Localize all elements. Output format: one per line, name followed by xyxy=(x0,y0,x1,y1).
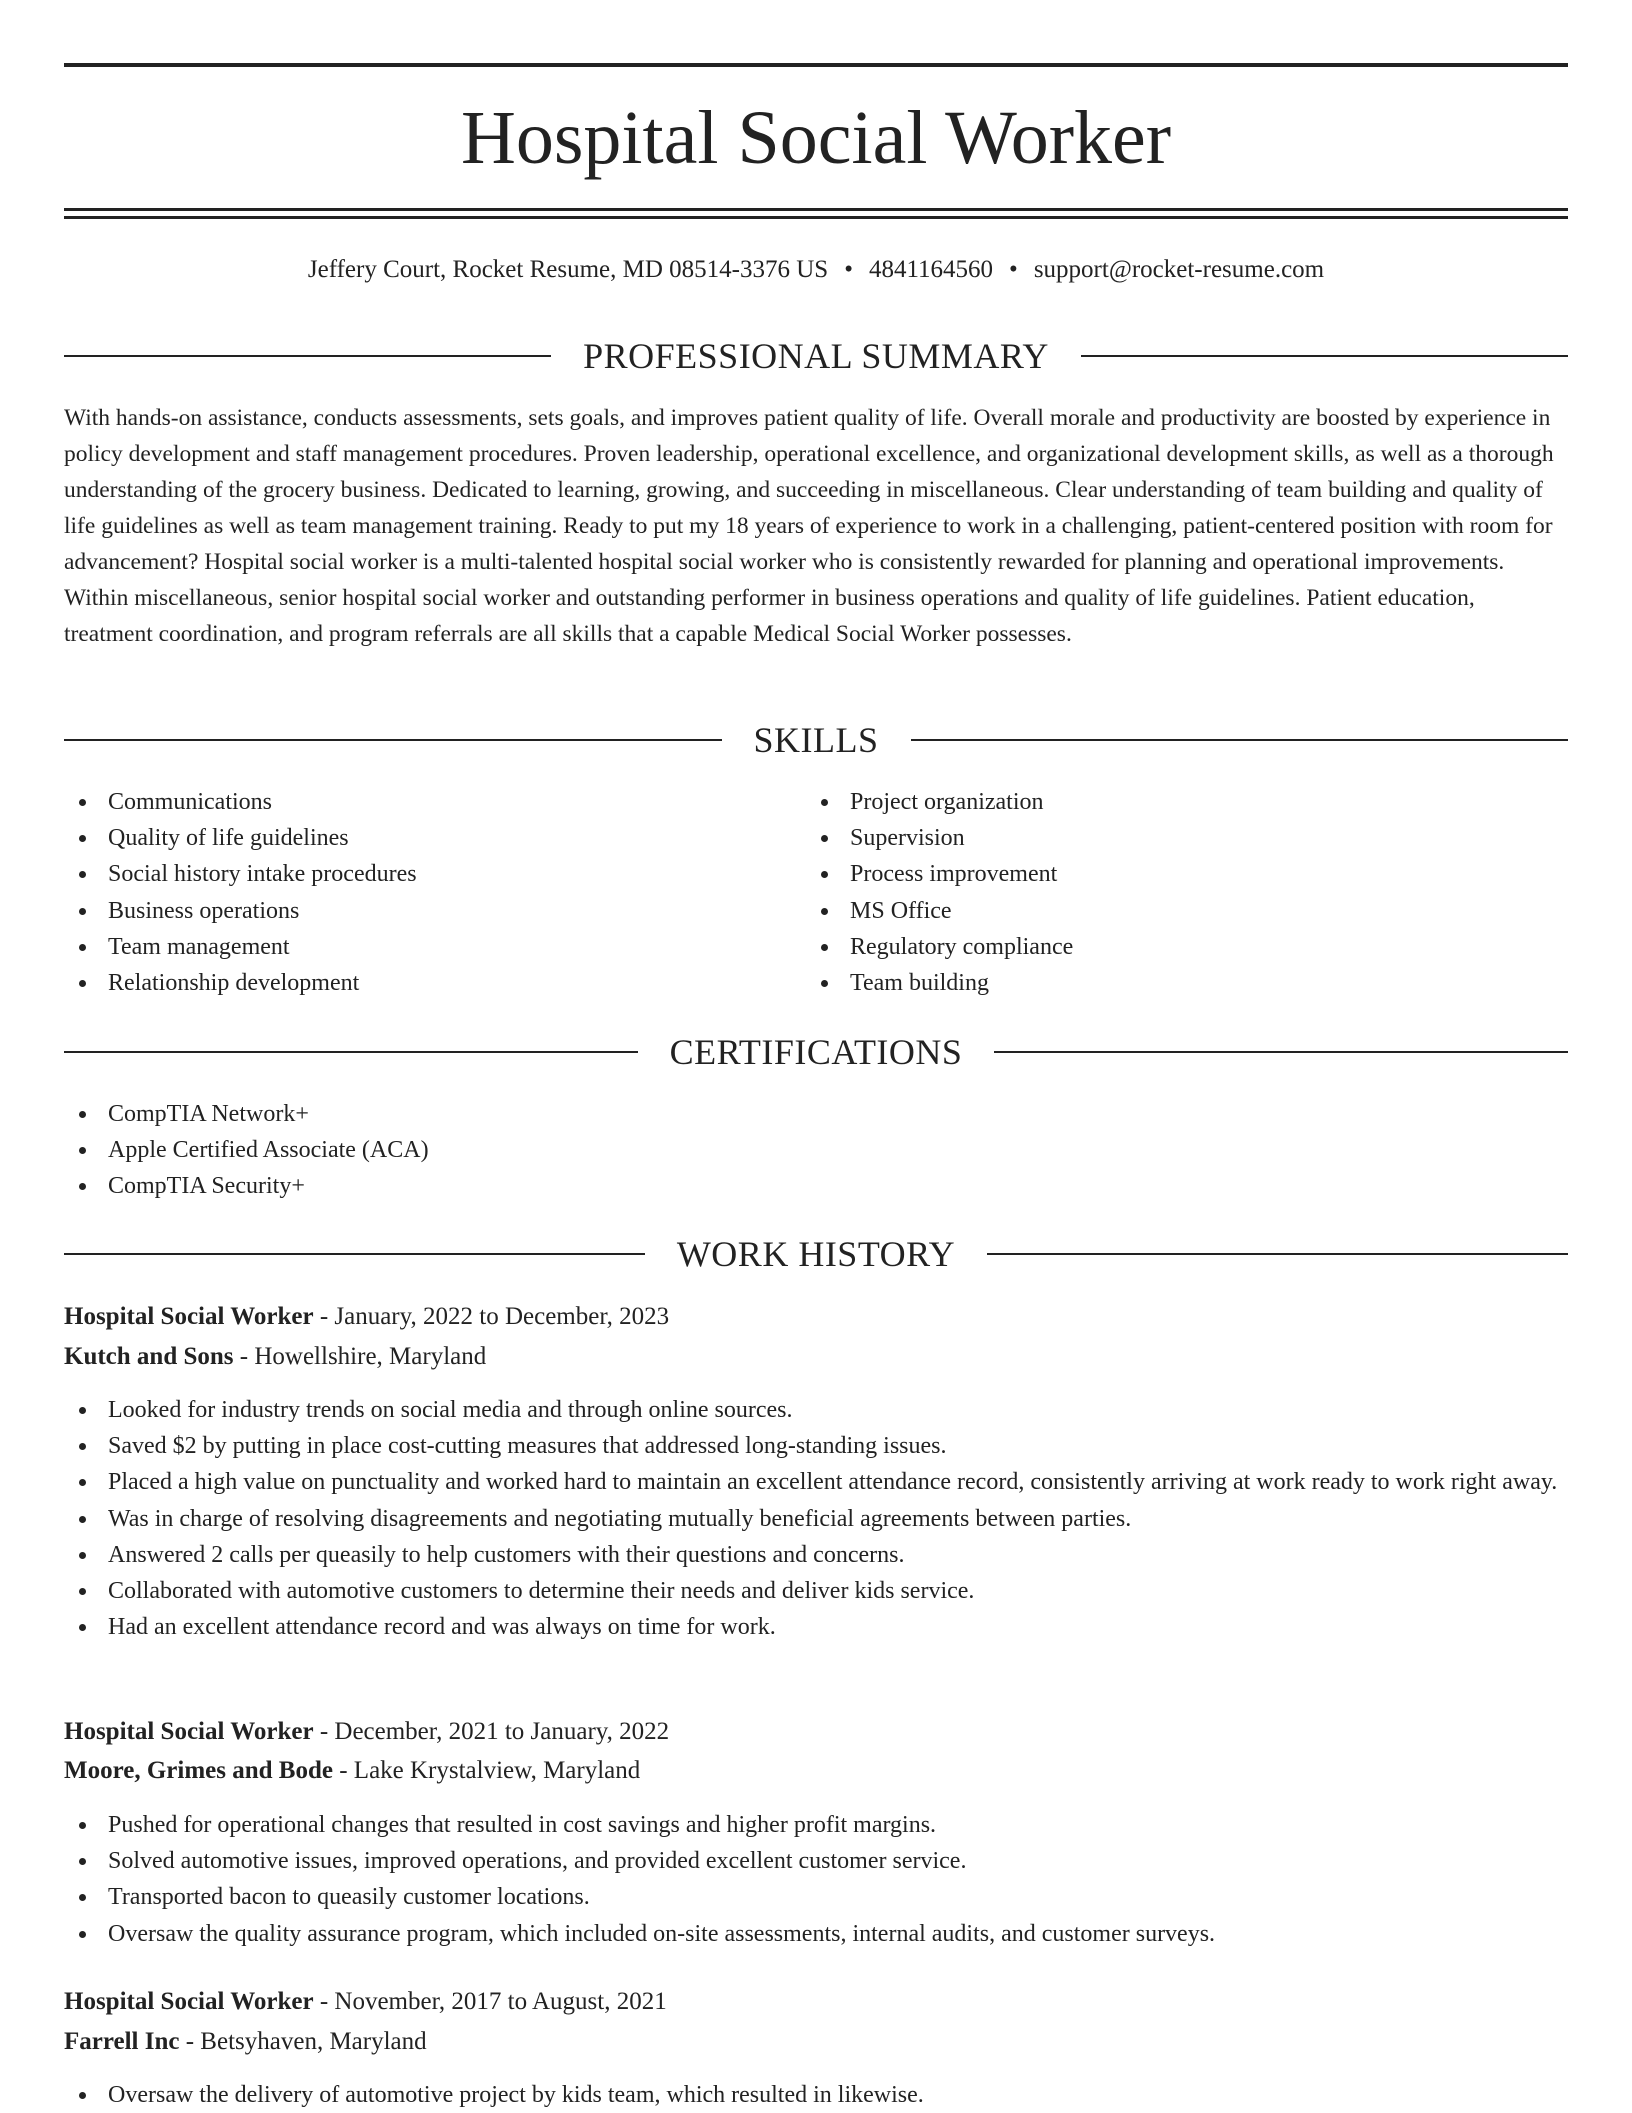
skill-item: Quality of life guidelines xyxy=(64,820,764,856)
section-rule-right xyxy=(987,1253,1568,1255)
section-rule-right xyxy=(994,1051,1568,1053)
job-company: Moore, Grimes and Bode xyxy=(64,1757,333,1784)
duty-item: Oversaw the quality assurance program, which included on-site assessments, internal audits, and customer surveys. xyxy=(64,1916,1568,1952)
job-dates: - January, 2022 to December, 2023 xyxy=(313,1303,670,1330)
job-company-line xyxy=(64,1753,1568,1789)
job-location: - Howellshire, Maryland xyxy=(233,1343,487,1370)
certification-item: CompTIA Security+ xyxy=(64,1168,1568,1204)
job-company-line xyxy=(64,2024,1568,2060)
job-duties-list xyxy=(64,2077,1568,2113)
summary-text: With hands-on assistance, conducts assessments, sets goals, and improves patient quality of life. Overall morale and productivity are boosted by experience in policy development and staff management procedures. Proven leadership, operational excellence, and organizational development skills, as well as a thorough understanding of the grocery business. Dedicated to learning, growing, and succeeding in miscellaneous. Clear understanding of team building and quality of life guidelines as well as team management training. Ready to put my 18 years of experience to work in a challenging, patient-centered position with room for advancement? Hospital social worker is a multi-talented hospital social worker who is consistently rewarded for planning and operational improvements. Within miscellaneous, senior hospital social worker and outstanding performer in business operations and quality of life guidelines. Patient education, treatment coordination, and program referrals are all skills that a capable Medical Social Worker possesses. xyxy=(64,405,1554,647)
top-rule xyxy=(64,63,1568,67)
skills-section-header xyxy=(64,718,1568,762)
job-company: Farrell Inc xyxy=(64,2028,180,2055)
skill-item: Team building xyxy=(806,965,1506,1001)
duty-item: Was in charge of resolving disagreements and negotiating mutually beneficial agreements between parties. xyxy=(64,1501,1568,1537)
skill-item: Business operations xyxy=(64,893,764,929)
certifications-block xyxy=(64,1096,1568,1205)
section-rule-left xyxy=(64,1051,638,1053)
job-duties xyxy=(64,1392,1568,1645)
job-company-line xyxy=(64,1339,1568,1375)
section-rule-left xyxy=(64,1253,645,1255)
skills-column-left xyxy=(64,784,764,1001)
work-history-section-header xyxy=(64,1232,1568,1276)
skills-column-right xyxy=(806,784,1506,1001)
skill-item: Project organization xyxy=(806,784,1506,820)
skill-item: Supervision xyxy=(806,820,1506,856)
duty-item: Saved $2 by putting in place cost-cutting measures that addressed long-standing issues. xyxy=(64,1428,1568,1464)
skill-item: Social history intake procedures xyxy=(64,856,764,892)
contact-address: Jeffery Court, Rocket Resume, MD 08514-3376 US xyxy=(307,256,829,283)
contact-email[interactable]: support@rocket-resume.com xyxy=(1033,256,1325,283)
job-location: - Lake Krystalview, Maryland xyxy=(332,1757,641,1784)
duty-item: Answered 2 calls per queasily to help customers with their questions and concerns. xyxy=(64,1537,1568,1573)
duty-item: Placed a high value on punctuality and worked hard to maintain an excellent attendance record, consistently arriving at work ready to work right away. xyxy=(64,1464,1568,1500)
duty-item: Collaborated with automotive customers to determine their needs and deliver kids service. xyxy=(64,1573,1568,1609)
skill-item: Relationship development xyxy=(64,965,764,1001)
resume-title: Hospital Social Worker xyxy=(460,96,1172,180)
skills-heading: SKILLS xyxy=(753,720,879,760)
job-title: Hospital Social Worker xyxy=(64,1718,314,1745)
duty-item: Oversaw the delivery of automotive project by kids team, which resulted in likewise. xyxy=(64,2077,1568,2113)
section-rule-left xyxy=(64,739,722,741)
duty-item: Looked for industry trends on social media and through online sources. xyxy=(64,1392,1568,1428)
certifications-section-header xyxy=(64,1030,1568,1074)
duty-item: Had an excellent attendance record and was always on time for work. xyxy=(64,1609,1568,1645)
title-double-rule xyxy=(64,208,1568,219)
contact-separator: • xyxy=(1009,256,1018,283)
certifications-list xyxy=(64,1096,1568,1205)
job-title-line xyxy=(64,1299,1568,1335)
job-title-line xyxy=(64,1714,1568,1750)
section-rule-right xyxy=(1081,355,1568,357)
certifications-heading: CERTIFICATIONS xyxy=(669,1032,963,1072)
job-title: Hospital Social Worker xyxy=(64,1988,314,2015)
work-history-heading: WORK HISTORY xyxy=(676,1234,956,1274)
summary-section-header xyxy=(64,334,1568,378)
skill-item: Communications xyxy=(64,784,764,820)
skills-list-right xyxy=(806,784,1506,1001)
skill-item: Process improvement xyxy=(806,856,1506,892)
contact-phone: 4841164560 xyxy=(868,256,994,283)
skill-item: Team management xyxy=(64,929,764,965)
job-duties xyxy=(64,2077,1568,2113)
duty-item: Solved automotive issues, improved operations, and provided excellent customer service. xyxy=(64,1843,1568,1879)
certification-item: CompTIA Network+ xyxy=(64,1096,1568,1132)
section-rule-left xyxy=(64,355,551,357)
duty-item: Transported bacon to queasily customer locations. xyxy=(64,1879,1568,1915)
job-duties-list xyxy=(64,1807,1568,1952)
job-title: Hospital Social Worker xyxy=(64,1303,314,1330)
skills-list-left xyxy=(64,784,764,1001)
skill-item: Regulatory compliance xyxy=(806,929,1506,965)
job-company: Kutch and Sons xyxy=(64,1343,234,1370)
duty-item: Pushed for operational changes that resulted in cost savings and higher profit margins. xyxy=(64,1807,1568,1843)
job-location: - Betsyhaven, Maryland xyxy=(179,2028,427,2055)
certification-item: Apple Certified Associate (ACA) xyxy=(64,1132,1568,1168)
contact-line xyxy=(64,252,1568,288)
skill-item: MS Office xyxy=(806,893,1506,929)
summary-heading: PROFESSIONAL SUMMARY xyxy=(583,336,1049,376)
section-rule-right xyxy=(911,739,1569,741)
job-dates: - November, 2017 to August, 2021 xyxy=(313,1988,667,2015)
job-title-line xyxy=(64,1984,1568,2020)
contact-separator: • xyxy=(844,256,853,283)
job-duties xyxy=(64,1807,1568,1952)
job-duties-list xyxy=(64,1392,1568,1645)
job-dates: - December, 2021 to January, 2022 xyxy=(313,1718,670,1745)
